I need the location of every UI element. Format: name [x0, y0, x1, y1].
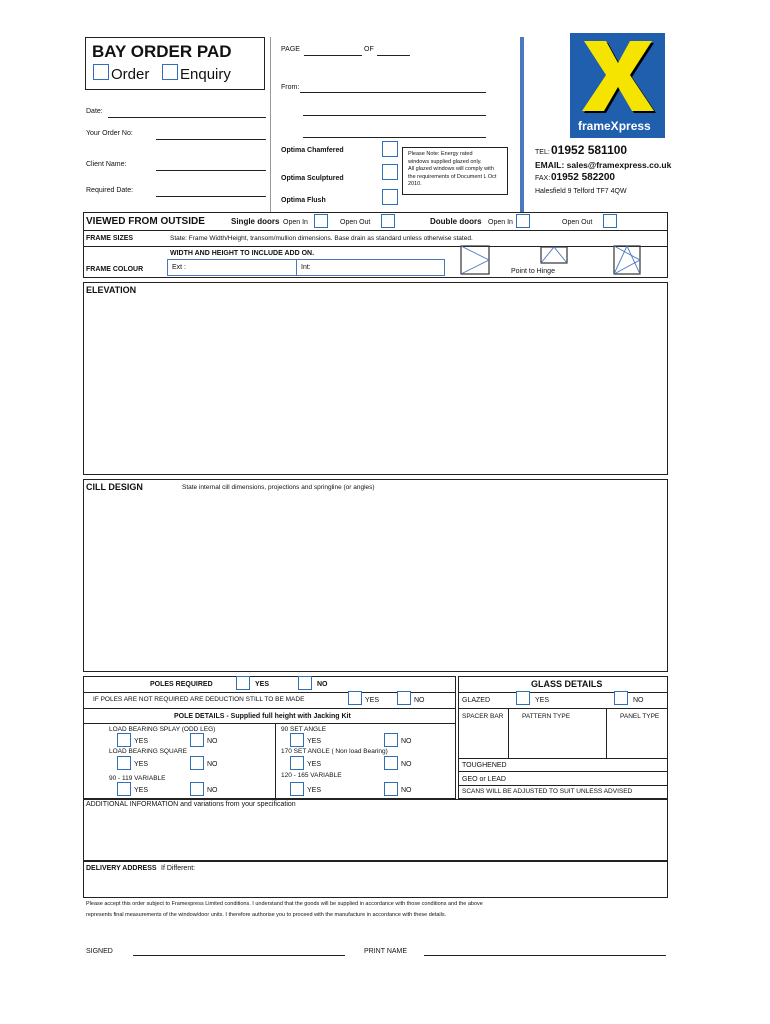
window-tilt-turn-icon[interactable]: [613, 245, 641, 275]
from-label: From:: [281, 84, 300, 91]
client-label: Client Name:: [86, 161, 127, 168]
double-doors-label: Double doors: [430, 217, 482, 226]
page-title: BAY ORDER PAD: [92, 42, 232, 61]
print-name-field[interactable]: [424, 955, 666, 956]
splay-no-checkbox[interactable]: [190, 733, 204, 747]
poles-required-label: POLES REQUIRED: [150, 681, 213, 688]
poles-yes-checkbox[interactable]: [236, 676, 250, 690]
window-top-hung-icon[interactable]: [540, 246, 568, 264]
tel-number: 01952 581100: [551, 143, 628, 157]
square-yes-checkbox[interactable]: [117, 756, 131, 770]
set-90-label: 90 SET ANGLE: [281, 726, 327, 733]
viewed-title: VIEWED FROM OUTSIDE: [86, 216, 205, 227]
pattern-type-label: PATTERN TYPE: [522, 713, 571, 720]
variable-120-label: 120 - 165 VARIABLE: [281, 772, 342, 779]
elevation-area[interactable]: [83, 282, 668, 475]
address: Halesfield 9 Telford TF7 4QW: [535, 188, 627, 195]
framexpress-logo: [570, 33, 665, 138]
deduction-yes-label: YES: [365, 697, 380, 704]
square-yes-label: YES: [134, 761, 149, 768]
order-label: Order: [111, 66, 150, 83]
poles-no-label: NO: [317, 681, 328, 688]
variable-90-no-checkbox[interactable]: [190, 782, 204, 796]
variable-90-yes-checkbox[interactable]: [117, 782, 131, 796]
required-date-field[interactable]: [156, 196, 266, 197]
double-open-in-label: Open In: [488, 219, 513, 226]
single-open-out-checkbox[interactable]: [381, 214, 395, 228]
set-170-no-checkbox[interactable]: [384, 756, 398, 770]
glass-column-divider: [606, 708, 607, 758]
window-open-left-icon[interactable]: [460, 245, 490, 275]
enquiry-checkbox[interactable]: [162, 64, 178, 80]
splay-no-label: NO: [207, 738, 218, 745]
set-170-yes-checkbox[interactable]: [290, 756, 304, 770]
pole-column-divider: [275, 723, 276, 799]
divider: [458, 692, 668, 693]
poles-no-checkbox[interactable]: [298, 676, 312, 690]
double-open-out-label: Open Out: [562, 219, 593, 226]
of-label: OF: [364, 46, 374, 53]
additional-info-area[interactable]: [83, 799, 668, 861]
divider: [83, 246, 668, 247]
deduction-yes-checkbox[interactable]: [348, 691, 362, 705]
square-no-checkbox[interactable]: [190, 756, 204, 770]
geo-lead-label: GEO or LEAD: [462, 776, 506, 783]
enquiry-label: Enquiry: [180, 66, 231, 83]
single-doors-label: Single doors: [231, 217, 280, 226]
glass-title: GLASS DETAILS: [531, 679, 603, 689]
cill-area[interactable]: [83, 479, 668, 672]
header-divider: [270, 37, 271, 212]
set-90-yes-checkbox[interactable]: [290, 733, 304, 747]
cill-note: State internal cill dimensions, projections and springline (or angles): [182, 484, 375, 491]
fax-number: 01952 582200: [551, 172, 615, 183]
from-line-2[interactable]: [303, 115, 486, 116]
logo-name: frameXpress: [578, 119, 651, 133]
single-open-out-label: Open Out: [340, 219, 371, 226]
page-field[interactable]: [304, 55, 362, 56]
splay-label: LOAD BEARING SPLAY (ODD LEG): [109, 726, 216, 733]
date-field[interactable]: [108, 117, 266, 118]
variable-120-yes-label: YES: [307, 787, 322, 794]
glazed-no-checkbox[interactable]: [614, 691, 628, 705]
divider: [83, 708, 456, 709]
panel-type-label: PANEL TYPE: [620, 713, 660, 720]
colour-divider: [296, 259, 297, 276]
square-no-label: NO: [207, 761, 218, 768]
delivery-label: DELIVERY ADDRESS: [86, 865, 157, 872]
order-checkbox[interactable]: [93, 64, 109, 80]
fax-label: FAX:: [535, 175, 551, 182]
set-90-no-label: NO: [401, 738, 412, 745]
energy-note-line: 2010.: [408, 181, 422, 187]
tel-label: TEL:: [535, 149, 550, 156]
optima-chamfered-checkbox[interactable]: [382, 141, 398, 157]
variable-120-yes-checkbox[interactable]: [290, 782, 304, 796]
required-date-label: Required Date:: [86, 187, 134, 194]
divider: [458, 758, 668, 759]
scans-note: SCANS WILL BE ADJUSTED TO SUIT UNLESS ADVISED: [462, 788, 633, 795]
set-170-yes-label: YES: [307, 761, 322, 768]
deduction-label: IF POLES ARE NOT REQUIRED ARE DEDUCTION STILL TO BE MADE: [93, 696, 305, 703]
optima-sculptured-checkbox[interactable]: [382, 164, 398, 180]
energy-note-line: the requirements of Document L Oct: [408, 173, 497, 180]
set-90-no-checkbox[interactable]: [384, 733, 398, 747]
print-name-label: PRINT NAME: [364, 948, 408, 955]
width-height-note: WIDTH AND HEIGHT TO INCLUDE ADD ON.: [170, 250, 315, 257]
set-90-yes-label: YES: [307, 738, 322, 745]
divider: [458, 771, 668, 772]
energy-note-line: windows supplied glazed only.: [408, 158, 482, 165]
your-order-field[interactable]: [156, 139, 266, 140]
deduction-no-label: NO: [414, 697, 425, 704]
elevation-title: ELEVATION: [86, 285, 137, 295]
set-170-no-label: NO: [401, 761, 412, 768]
page-label: PAGE: [281, 46, 300, 53]
accent-bar: [520, 37, 524, 212]
divider: [83, 723, 456, 724]
point-to-hinge: Point to Hinge: [511, 268, 555, 275]
optima-flush-checkbox[interactable]: [382, 189, 398, 205]
email: EMAIL: sales@framexpress.co.uk: [535, 160, 672, 170]
single-open-in-checkbox[interactable]: [314, 214, 328, 228]
ext-label: Ext :: [172, 264, 187, 271]
variable-120-no-checkbox[interactable]: [384, 782, 398, 796]
glazed-label: GLAZED: [462, 697, 491, 704]
optima-sculptured-label: Optima Sculptured: [281, 175, 344, 182]
glass-column-divider: [508, 708, 509, 758]
splay-yes-checkbox[interactable]: [117, 733, 131, 747]
x-logo-icon: [570, 33, 665, 115]
double-open-out-checkbox[interactable]: [603, 214, 617, 228]
additional-info-label: ADDITIONAL INFORMATION and variations from your specification: [86, 801, 296, 808]
glazed-no-label: NO: [633, 697, 644, 704]
spacer-bar-label: SPACER BAR: [462, 713, 504, 720]
set-170-label: 170 SET ANGLE ( Non load Bearing): [281, 748, 388, 755]
divider: [458, 708, 668, 709]
energy-note-box: [402, 147, 508, 195]
double-open-in-checkbox[interactable]: [516, 214, 530, 228]
your-order-label: Your Order No:: [86, 130, 133, 137]
terms-line-1: Please accept this order subject to Framexpress Limited conditions. I understand that the goods will be supplied in accordance with those conditions and the above: [86, 901, 483, 907]
poles-yes-label: YES: [255, 681, 270, 688]
pole-details-label: POLE DETAILS - Supplied full height with Jacking Kit: [174, 713, 351, 720]
glazed-yes-checkbox[interactable]: [516, 691, 530, 705]
variable-90-no-label: NO: [207, 787, 218, 794]
glazed-yes-label: YES: [535, 697, 550, 704]
of-field[interactable]: [377, 55, 410, 56]
single-open-in-label: Open In: [283, 219, 308, 226]
terms-line-2: represents final measurements of the window/door units. I therefore authorise you to proceed with the manufacture in accordance with these details.: [86, 912, 447, 918]
frame-sizes-label: FRAME SIZES: [86, 235, 134, 242]
from-line-1[interactable]: [300, 92, 486, 93]
energy-note-line: All glazed windows will comply with: [408, 166, 494, 172]
splay-yes-label: YES: [134, 738, 149, 745]
deduction-no-checkbox[interactable]: [397, 691, 411, 705]
cill-title: CILL DESIGN: [86, 482, 143, 492]
optima-flush-label: Optima Flush: [281, 197, 326, 204]
frame-sizes-note: State: Frame Width/Height, transom/mullion dimensions. Base drain as standard unless otherwise stated.: [170, 235, 473, 242]
optima-chamfered-label: Optima Chamfered: [281, 147, 344, 154]
from-line-3[interactable]: [303, 137, 486, 138]
variable-120-no-label: NO: [401, 787, 412, 794]
toughened-label: TOUGHENED: [462, 762, 507, 769]
square-label: LOAD BEARING SQUARE: [109, 748, 188, 755]
frame-colour-label: FRAME COLOUR: [86, 266, 144, 273]
divider: [458, 785, 668, 786]
variable-90-label: 90 - 119 VARIABLE: [109, 775, 166, 782]
int-label: Int:: [301, 264, 311, 271]
delivery-if-different: If Different:: [161, 865, 196, 872]
energy-note-line: Please Note: Energy rated: [408, 151, 473, 157]
client-field[interactable]: [156, 170, 266, 171]
variable-90-yes-label: YES: [134, 787, 149, 794]
signed-field[interactable]: [133, 955, 345, 956]
divider: [83, 230, 668, 231]
signed-label: SIGNED: [86, 948, 113, 955]
date-label: Date:: [86, 108, 103, 115]
